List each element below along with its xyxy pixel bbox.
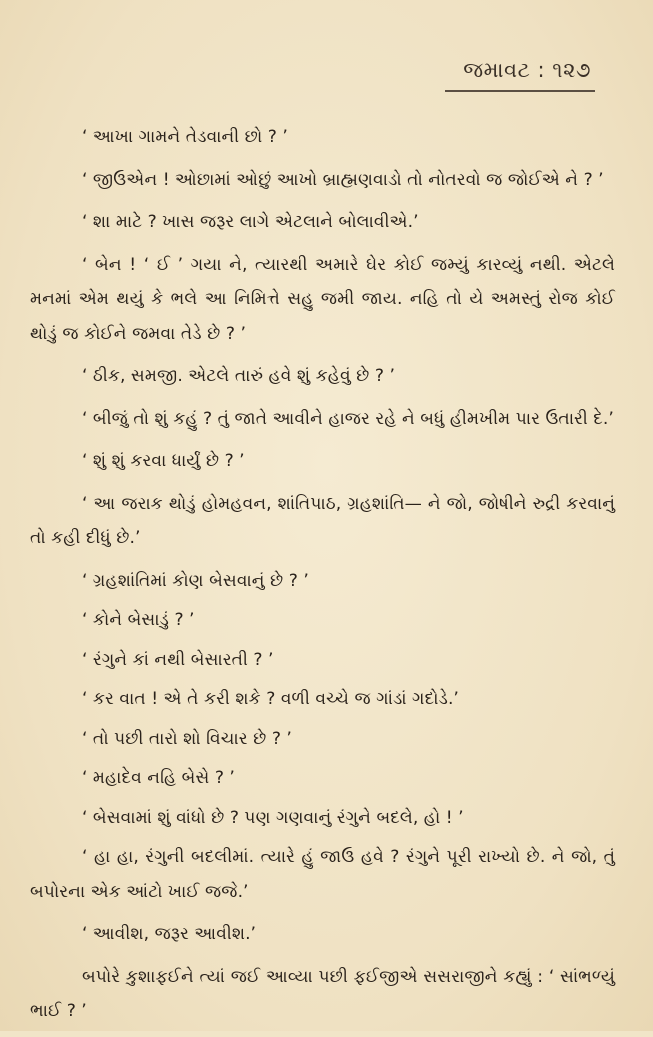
paragraph: ‘ આ જરાક થોડું હોમહવન, શાંતિપાઠ, ગ્રહશાંતિ— ને જો, જોષીને રુદ્રી કરવાનું તો કહી દીધું છે.’: [30, 493, 615, 548]
paragraph: ‘ શું શું કરવા ધાર્યું છે ? ’: [82, 451, 245, 471]
paragraph: ‘ શા માટે ? ખાસ જરૂર લાગે એટલાને બોલાવીએ.’: [82, 212, 419, 232]
paragraph: ‘ રંગુને કાં નથી બેસારતી ? ’: [82, 649, 274, 670]
paragraph: ‘ બેન ! ‘ ઈ ’ ગયા ને, ત્યારથી અમારે ઘેર કોઈ જમ્યું કારવ્યું નથી. એટલે મનમાં એમ થયું કે ભલે આ નિમિત્તે સહુ જમી જાય. નહિ તો યે અમસ્તું રોજ કોઈ થોડું જ કોઈને જમવા તેડે છે ? ’: [30, 254, 615, 344]
paragraph: ‘ બેસવામાં શું વાંધો છે ? પણ ગણવાનું રંગુને બદલે, હો ! ’: [82, 807, 464, 828]
paragraph: ‘ આવીશ, જરૂર આવીશ.’: [82, 924, 257, 944]
header-underline: [445, 90, 595, 92]
running-header: જમાવટ : ૧૨૭: [463, 58, 591, 82]
paragraph: ‘ કર વાત ! એ તે કરી શકે ? વળી વચ્ચે જ ગાંડાં ગદોડે.’: [82, 689, 459, 709]
paragraph: ‘ જીઉએન ! ઓછામાં ઓછું આખો બ્રાહ્મણવાડો તો નોતરવો જ જોઈએ ને ? ’: [82, 169, 604, 190]
paragraph: બપોરે કુશાફઈને ત્યાં જઈ આવ્યા પછી ફઈજીએ સસરાજીને કહ્યું : ‘ સાંભળ્યું ભાઈ ? ’: [30, 966, 615, 1021]
paragraph: ‘ ઠીક, સમજી. એટલે તારું હવે શું કહેવું છે ? ’: [82, 366, 395, 386]
paragraph: ‘ હા હા, રંગુની બદલીમાં. ત્યારે હું જાઉ હવે ? રંગુને પૂરી રાખ્યો છે. ને જો, તું બપોરના એક આંટો ખાઈ જજે.’: [30, 847, 615, 902]
paragraph: ‘ આખા ગામને તેડવાની છો ? ’: [82, 127, 288, 147]
paragraph: ‘ ગ્રહશાંતિમાં કોણ બેસવાનું છે ? ’: [82, 570, 309, 591]
body-text: [30, 120, 615, 1037]
paragraph: ‘ બીજું તો શું કહું ? તું જાતે આવીને હાજર રહે ને બધું હીમખીમ પાર ઉતારી દે.’: [82, 408, 614, 429]
paragraph: ‘ તો પછી તારો શો વિચાર છે ? ’: [82, 728, 292, 749]
paragraph: ‘ કોને બેસાડું ? ’: [82, 610, 195, 630]
paragraph: ‘ મહાદેવ નહિ બેસે ? ’: [82, 768, 235, 788]
